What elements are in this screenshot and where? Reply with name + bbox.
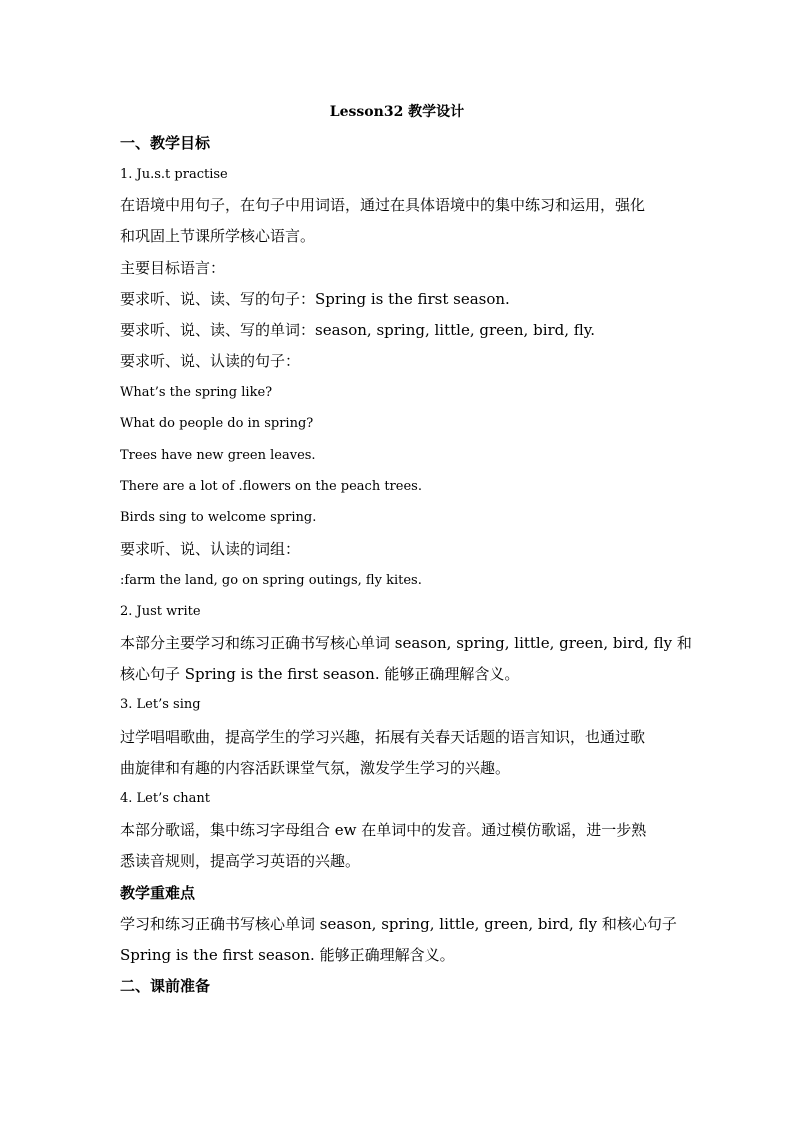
paragraph-line: Spring is the first season. 能够正确理解含义。 [120, 946, 455, 964]
item-heading-sing: 3. Let’s sing [120, 697, 201, 712]
section-heading-preparation: 二、课前准备 [120, 977, 211, 995]
key-points-heading: 教学重难点 [120, 884, 196, 902]
sentence-item: There are a lot of .flowers on the peach trees. [120, 479, 422, 494]
paragraph-line: 曲旋律和有趣的内容活跃课堂气氛，激发学生学习的兴趣。 [120, 759, 511, 777]
paragraph-line: 在语境中用句子，在句子中用词语，通过在具体语境中的集中练习和运用，强化 [120, 196, 646, 214]
listen-sentences-label: 要求听、说、认读的句子： [120, 352, 301, 370]
paragraph-line: 过学唱唱歌曲，提高学生的学习兴趣，拓展有关春天话题的语言知识，也通过歌 [120, 728, 646, 746]
document-title: Lesson32 教学设计 [329, 104, 465, 120]
paragraph-line: 本部分歌谣，集中练习字母组合 ew 在单词中的发音。通过模仿歌谣，进一步熟 [120, 821, 647, 839]
phrases-line: :farm the land, go on spring outings, fly kites. [120, 573, 422, 588]
paragraph-line: 和巩固上节课所学核心语言。 [120, 227, 316, 245]
paragraph-line: 学习和练习正确书写核心单词 season, spring, little, green, bird, fly 和核心句子 [120, 915, 677, 933]
paragraph-line: 悉读音规则，提高学习英语的兴趣。 [120, 852, 361, 870]
sentence-item: What do people do in spring? [120, 416, 314, 431]
listen-phrases-label: 要求听、说、认读的词组： [120, 540, 301, 558]
sentence-item: What’s the spring like? [120, 385, 273, 400]
paragraph-line: 核心句子 Spring is the first season. 能够正确理解含义。 [120, 665, 520, 683]
item-heading-write: 2. Just write [120, 604, 201, 619]
required-sentence-line: 要求听、说、读、写的句子：Spring is the first season. [120, 290, 510, 308]
item-heading-practise: 1. Ju.s.t practise [120, 167, 228, 182]
section-heading-objectives: 一、教学目标 [120, 134, 211, 152]
sentence-item: Trees have new green leaves. [120, 448, 316, 463]
paragraph-line: 本部分主要学习和练习正确书写核心单词 season, spring, little, green, bird, fly 和 [120, 634, 692, 652]
required-words-line: 要求听、说、读、写的单词：season, spring, little, green, bird, fly. [120, 321, 596, 339]
main-target-label: 主要目标语言： [120, 259, 226, 277]
sentence-item: Birds sing to welcome spring. [120, 510, 317, 525]
item-heading-chant: 4. Let’s chant [120, 791, 211, 806]
